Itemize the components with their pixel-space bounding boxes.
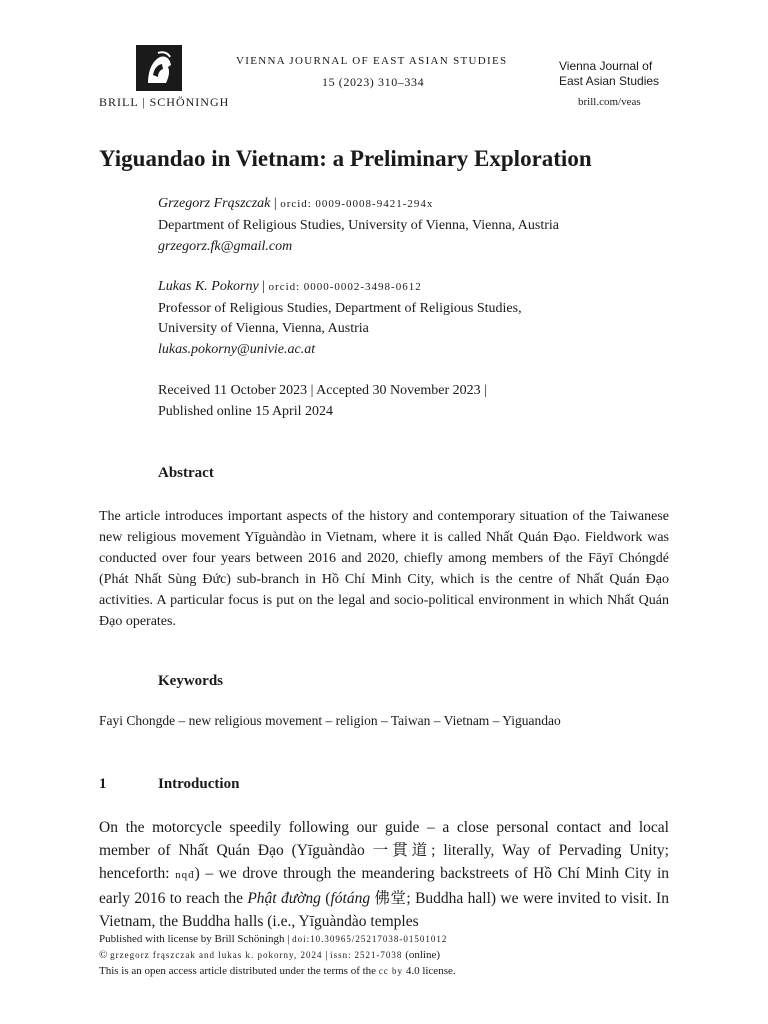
section-heading: Introduction [158,776,240,792]
term-fotang: fótáng [330,890,371,907]
journal-short-line1: Vienna Journal of [559,59,653,73]
author-line: Lukas K. Pokorny | orcid: 0000-0002-3498-0612 [158,279,422,294]
author-name: Lukas K. Pokorny [158,279,259,294]
journal-short-line2: East Asian Studies [559,74,660,88]
publisher-logo [136,45,182,91]
received-dates: Received 11 October 2023 | Accepted 30 November 2023 | [158,383,487,398]
journal-name: VIENNA JOURNAL OF EAST ASIAN STUDIES [236,55,508,67]
volume-info: 15 (2023) 310–334 [322,75,425,89]
term-phat-duong: Phật đường [247,890,321,907]
orcid-label: orcid: [280,198,312,210]
cc-license[interactable]: cc by [378,966,404,976]
affiliation: Department of Religious Studies, University of Vienna, Vienna, Austria [158,218,560,233]
author-line: Grzegorz Frąszczak | orcid: 0009-0008-9421-294x [158,196,434,211]
doi[interactable]: doi:10.30965/25217038-01501012 [292,934,448,944]
athena-helmet-icon [136,45,182,91]
abstract-text: The article introduces important aspects of the history and contemporary situation of the Taiwanese new religious movement Yīguàndào in Vietnam, where it is called Nhất Quán Đạo. Fieldwork was conducted over four years between 2016 and 2020, chiefly among members of the Fāyī Chóngdé (Phát Nhất Sùng Đức) sub-branch in Hồ Chí Minh City, which is the centre of Nhất Quán Đạo activities. A particular focus is put on the legal and socio-political environment in which Nhất Quán Đạo operates. [99,509,669,629]
publisher-name: BRILL | SCHÖNINGH [99,95,230,109]
issn: 2521-7038 [354,950,403,960]
abbreviation: nqđ [175,869,195,881]
section-number: 1 [99,776,107,792]
journal-url[interactable]: brill.com/veas [578,96,641,108]
orcid-id[interactable]: 0000-0002-3498-0612 [303,281,422,293]
author-name: Grzegorz Frąszczak [158,196,271,211]
affiliation: University of Vienna, Vienna, Austria [158,321,369,336]
published-date: Published online 15 April 2024 [158,404,333,419]
keywords-heading: Keywords [158,673,223,689]
open-access-line: This is an open access article distributed under the terms of the cc by 4.0 license. [99,965,456,977]
affiliation: Professor of Religious Studies, Department of Religious Studies, [158,301,522,316]
copyright-line: © grzegorz frąszczak and lukas k. pokorny, 2024 | issn: 2521-7038 (online) [99,949,441,961]
orcid-label: orcid: [268,281,301,293]
author-email[interactable]: lukas.pokorny@univie.ac.at [158,342,316,357]
license-publisher: Published with license by Brill Schöningh [99,933,285,945]
copyright-holders: grzegorz frąszczak and lukas k. pokorny, 2024 [110,950,323,960]
issn-label: issn: [330,950,352,960]
orcid-id[interactable]: 0009-0008-9421-294x [315,198,434,210]
article-title: Yiguandao in Vietnam: a Preliminary Exploration [99,146,592,171]
copyright-icon: © [99,949,108,961]
intro-paragraph: On the motorcycle speedily following our guide – a close personal contact and local member of Nhất Quán Đạo (Yīguàndào 一貫道; literally, Way of Pervading Unity; henceforth: nqđ) – we drove through the meandering backstreets of Hồ Chí Minh City in early 2016 to reach the Phật đường (fótáng 佛堂; Buddha hall) we were invited to visit. In Vietnam, the Buddha halls (i.e., Yīguàndào temples [99,819,669,930]
abstract-heading: Abstract [158,465,214,481]
keywords-text: Fayi Chongde – new religious movement – religion – Taiwan – Vietnam – Yiguandao [99,713,561,728]
license-line: Published with license by Brill Schöningh | doi:10.30965/25217038-01501012 [99,933,448,945]
author-email[interactable]: grzegorz.fk@gmail.com [158,239,293,254]
